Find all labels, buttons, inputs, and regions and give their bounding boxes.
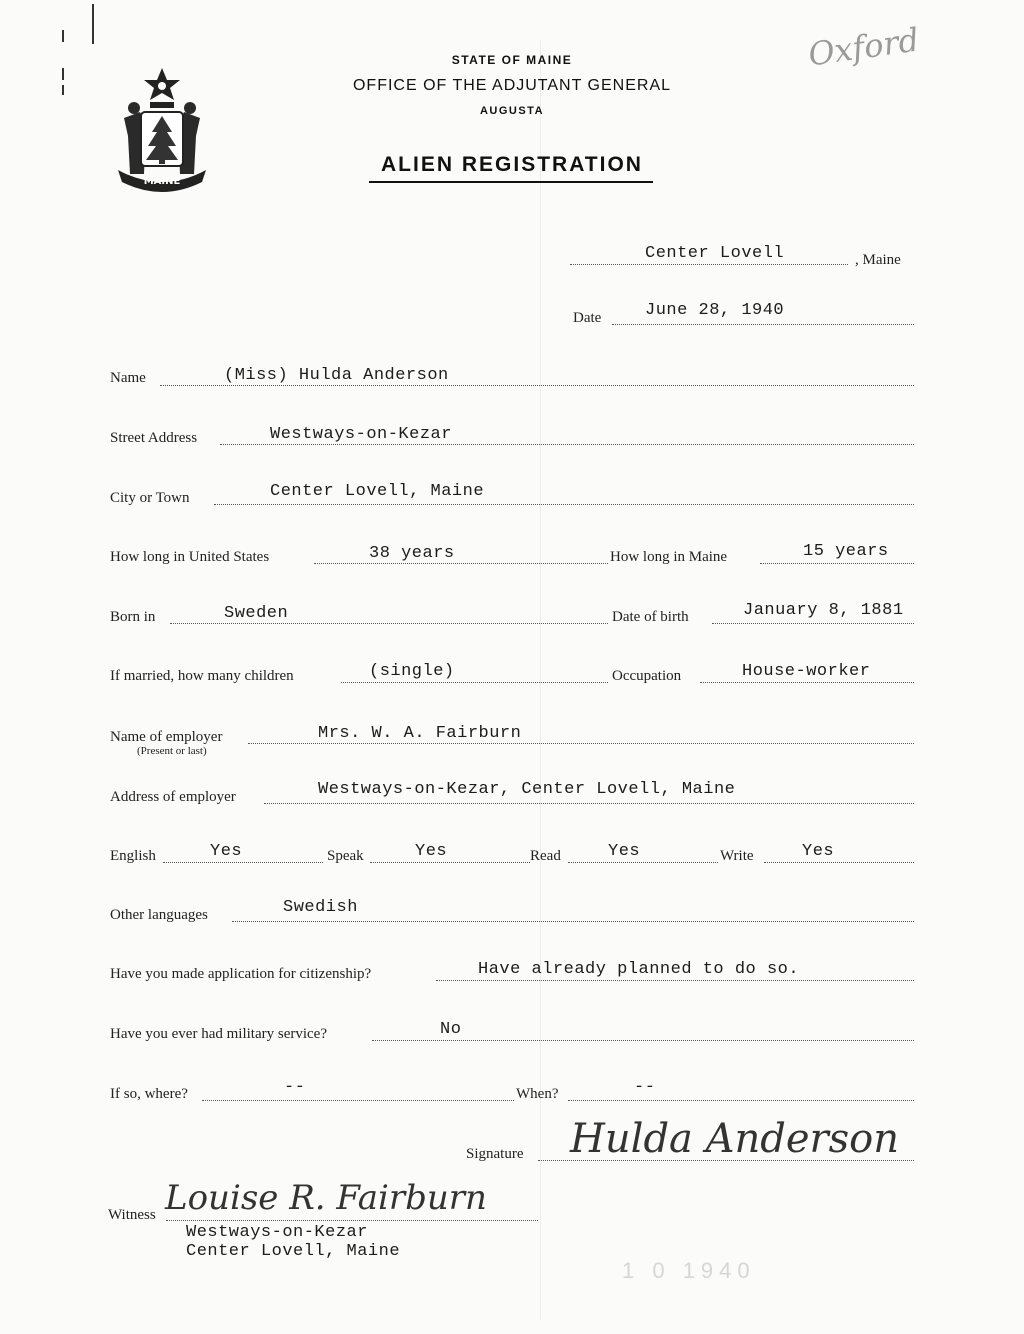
header-city: AUGUSTA: [479, 105, 545, 117]
date-dots: [612, 324, 914, 325]
name-label: Name: [110, 370, 146, 386]
read-dots: [568, 862, 718, 863]
occupation-label: Occupation: [612, 668, 682, 684]
children-dots: [341, 682, 608, 683]
witness-signature: Louise R. Fairburn: [165, 1178, 487, 1218]
how-long-maine-value: 15 years: [803, 542, 889, 561]
speak-label: Speak: [327, 848, 364, 864]
how-long-us-dots: [314, 563, 608, 564]
children-label: If married, how many children: [110, 668, 294, 684]
employer-label: Name of employer: [110, 729, 223, 745]
signature-label: Signature: [466, 1146, 524, 1162]
occupation-value: House-worker: [742, 662, 871, 681]
form-title: ALIEN REGISTRATION: [381, 153, 643, 176]
english-value: Yes: [210, 842, 243, 861]
name-dots: [160, 385, 914, 386]
date-of-birth-dots: [712, 623, 914, 624]
city-label: City or Town: [110, 490, 190, 506]
title-underline: [369, 181, 653, 183]
date-label: Date: [573, 310, 602, 326]
town-value: Center Lovell: [645, 244, 785, 263]
street-address-label: Street Address: [110, 430, 198, 446]
how-long-maine-dots: [760, 563, 914, 564]
date-value: June 28, 1940: [645, 301, 785, 320]
where-label: If so, where?: [110, 1086, 188, 1102]
received-stamp: 1 0 1940: [622, 1258, 756, 1283]
town-suffix: , Maine: [855, 252, 901, 268]
write-value: Yes: [802, 842, 835, 861]
employer-address-label: Address of employer: [110, 789, 236, 805]
employer-address-dots: [264, 803, 914, 804]
how-long-maine-label: How long in Maine: [610, 549, 728, 565]
write-dots: [764, 862, 914, 863]
seal-label: MAINE: [143, 176, 181, 187]
city-dots: [214, 504, 914, 505]
where-value: --: [284, 1078, 306, 1097]
children-value: (single): [369, 662, 455, 681]
employer-dots: [248, 743, 914, 744]
when-dots: [568, 1100, 914, 1101]
other-languages-value: Swedish: [283, 898, 358, 917]
paper-fold-crease: [540, 40, 541, 1320]
citizenship-value: Have already planned to do so.: [478, 960, 800, 979]
date-of-birth-label: Date of birth: [612, 609, 689, 625]
other-languages-label: Other languages: [110, 907, 208, 923]
employer-value: Mrs. W. A. Fairburn: [318, 724, 522, 743]
header-office: OFFICE OF THE ADJUTANT GENERAL: [352, 77, 672, 94]
date-of-birth-value: January 8, 1881: [743, 601, 904, 620]
witness-address-line1: Westways-on-Kezar: [186, 1223, 368, 1242]
how-long-us-label: How long in United States: [110, 549, 270, 565]
read-label: Read: [530, 848, 561, 864]
born-in-dots: [170, 623, 608, 624]
write-label: Write: [720, 848, 754, 864]
witness-address-line2: Center Lovell, Maine: [186, 1242, 401, 1261]
born-in-label: Born in: [110, 609, 156, 625]
street-address-dots: [220, 444, 914, 445]
margin-mark: [62, 68, 64, 80]
speak-value: Yes: [415, 842, 448, 861]
header-state: STATE OF MAINE: [451, 53, 573, 67]
read-value: Yes: [608, 842, 641, 861]
margin-mark: [62, 30, 64, 42]
town-dots: [570, 264, 848, 265]
where-dots: [202, 1100, 514, 1101]
witness-dots: [166, 1220, 538, 1221]
military-value: No: [440, 1020, 462, 1039]
employer-address-value: Westways-on-Kezar, Center Lovell, Maine: [318, 780, 736, 799]
military-dots: [372, 1040, 914, 1041]
when-label: When?: [516, 1086, 559, 1102]
english-label: English: [110, 848, 156, 864]
military-label: Have you ever had military service?: [110, 1026, 327, 1042]
witness-label: Witness: [108, 1207, 156, 1223]
street-address-value: Westways-on-Kezar: [270, 425, 452, 444]
corner-annotation: Oxford: [805, 20, 922, 74]
when-value: --: [634, 1078, 656, 1097]
margin-mark: [62, 85, 64, 95]
employer-sublabel: (Present or last): [137, 745, 207, 757]
state-seal-icon: [110, 66, 214, 192]
name-value: (Miss) Hulda Anderson: [224, 366, 449, 385]
english-dots: [163, 862, 323, 863]
margin-mark: [92, 4, 94, 44]
other-languages-dots: [232, 921, 914, 922]
applicant-signature: Hulda Anderson: [570, 1116, 900, 1162]
citizenship-dots: [436, 980, 914, 981]
born-in-value: Sweden: [224, 604, 289, 623]
how-long-us-value: 38 years: [369, 544, 455, 563]
citizenship-label: Have you made application for citizenship?: [110, 966, 372, 982]
city-value: Center Lovell, Maine: [270, 482, 485, 501]
speak-dots: [370, 862, 530, 863]
occupation-dots: [700, 682, 914, 683]
